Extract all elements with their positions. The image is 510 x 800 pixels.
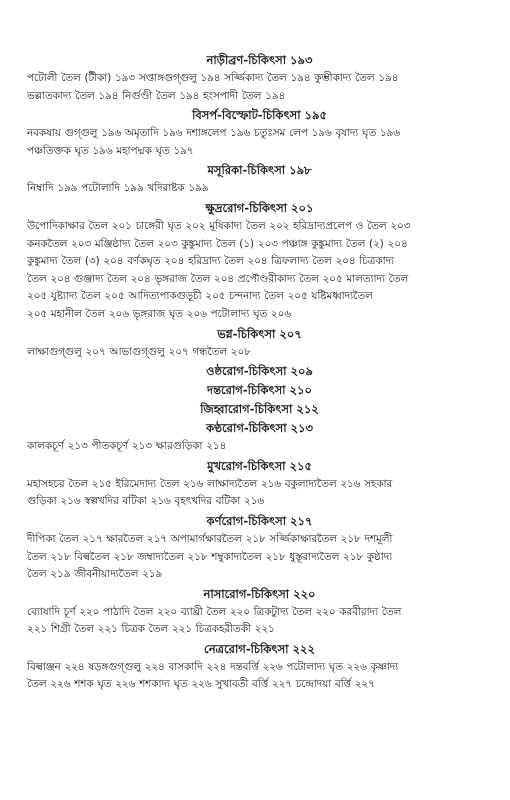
index-entry-line: বিল্বাঞ্জন ২২৪ ষড়ঙ্গগুগ্গুলু ২২৪ বাসকাদি ২২৪ দন্তবর্ত্তি ২২৬ পটোলাদ্য ঘৃত ২২৬ কৃষ্ণাদ্য: [27, 660, 399, 673]
index-entry-line: তৈল ২১৮ বিল্বতৈল ২১৮ জম্বাদ্যতৈল ২১৮ শম্বুকাদ্যতৈল ২১৮ ধুস্তূরাদ্যতৈল ২১৮ কুষ্ঠাদ্য: [27, 550, 393, 563]
index-section: [27, 326, 492, 362]
index-section: [27, 513, 492, 584]
index-section: [27, 162, 492, 198]
section-heading: নেত্ররোগ-চিকিৎসা ২২২: [204, 641, 315, 656]
section-heading: মুখরোগ-চিকিৎসা ২১৫: [207, 458, 312, 473]
section-heading: বিসর্প-বিস্ফোট-চিকিৎসা ১৯৫: [192, 108, 327, 123]
index-entry-line: পটোলী তৈল (টীকা) ১৯৩ সপ্তাঙ্গগুগ্গুলু ১৯৪ সর্জ্জিকাদ্য তৈল ১৯৪ কুম্ভীকাদ্য তৈল ১৯৪: [27, 72, 399, 84]
index-entry-line: মহাসহচর তৈল ২১৫ ইরিমেদাদ্য তৈল ২১৬ লাক্ষাদ্যতৈল ২১৬ বকুলাদ্যতৈল ২১৬ সহকার: [27, 477, 393, 490]
index-entry-line: ২০৫ মহানীল তৈল ২০৬ ভৃঙ্গরাজ ঘৃত ২০৬ পটোলাদ্য ঘৃত ২০৬: [27, 307, 292, 320]
index-section: [27, 586, 492, 639]
index-entry-line: ব্যোষাদি চূর্ণ ২২০ পাঠাদি তৈল ২২০ ব্যাঘ্রী তৈল ২২০ ত্রিকটুাদ্য তৈল ২২০ করবীরাদ্য তৈল: [27, 605, 402, 618]
index-entry-line: তৈল ২০৪ গুঞ্জাদ্য তৈল ২০৪ ভৃঙ্গরাজ তৈল ২০৪ প্রপৌণ্ডরীকাদ্য তৈল ২০৫ মালত্যাদ্য তৈল: [27, 272, 409, 285]
index-entry-line: গুড়িকা ২১৬ স্বল্পখদির বটিকা ২১৬ বৃহৎখদির বটিকা ২১৬: [27, 495, 265, 508]
index-entry-line: পঞ্চতিক্তক ঘৃত ১৯৬ মহাপদ্মক ঘৃত ১৯৭: [27, 144, 194, 157]
index-section: [27, 420, 492, 456]
index-entry-line: দীপিকা তৈল ২১৭ ক্ষারতৈল ২১৭ অপামার্গক্ষারতৈল ২১৮ সর্জ্জিকাক্ষারতৈল ২১৮ দশমূলী: [27, 532, 393, 545]
section-heading: ওষ্ঠরোগ-চিকিৎসা ২০৯: [206, 364, 313, 379]
index-section: [27, 52, 492, 105]
index-entry-line: লাক্ষাগুগ্গুলু ২০৭ আভাগুগ্গুলু ২০৭ গন্ধতৈল ২০৮: [27, 345, 251, 358]
index-entry-line: কালকচূর্ণ ২১৩ পীতকচূর্ণ ২১৩ ক্ষারগুড়িকা ২১৪: [27, 440, 227, 453]
index-entry-line: উপোদিকাক্ষার তৈল ২০১ চাঙ্গেরী ঘৃত ২০২ মূষিকাদ্য তৈল ২০২ হরিদ্রাদ্যপ্রলেপ ও তৈল ২০৩: [27, 219, 411, 232]
section-heading: কর্ণরোগ-চিকিৎসা ২১৭: [206, 513, 313, 528]
index-section: [27, 458, 492, 511]
section-heading: ভগ্ন-চিকিৎসা ২০৭: [217, 326, 302, 341]
index-entry-line: ভল্লাতকাদ্য তৈল ১৯৪ নির্গুণ্ডী তৈল ১৯৪ হংসপাদী তৈল ১৯৪: [27, 89, 286, 102]
index-entry-line: নিম্বাদি ১৯৯ পটোলাদি ১৯৯ খদিরাষ্টক ১৯৯: [27, 182, 209, 195]
section-heading: কণ্ঠরোগ-চিকিৎসা ২১৩: [206, 421, 313, 436]
section-heading: নাড়ীব্রণ-চিকিৎসা ১৯৩: [206, 53, 313, 67]
index-entry-line: ২২১ শিগ্রী তৈল ২২১ চিত্রক তৈল ২২১ চিত্রকহরীতকী ২২১: [27, 623, 275, 636]
index-entry-line: কনকতৈল ২০৩ মঞ্জিষ্ঠাদ্য তৈল ২০৩ কুঙ্কুমাদ্য তৈল (১) ২০৩ পঞ্চাঙ্গ কুঙ্কুমাদ্য তৈল (২) ২০৪: [27, 237, 408, 250]
index-section: [27, 107, 492, 160]
index-section: [27, 200, 492, 324]
index-entry-line: ২০৫ যুষ্ট্যাদ্য তৈল ২০৫ আদিত্যপাকগুড়ূচী ২০৫ চন্দনাদ্য তৈল ২০৫ যষ্টিমধ্বাদ্যতৈল: [27, 290, 373, 303]
index-section: [27, 401, 492, 418]
index-section: [27, 641, 492, 694]
index-section: [27, 382, 492, 399]
index-entry-line: কুঙ্কুমাদ্য তৈল (৩) ২০৪ বর্ণকঘৃত ২০৪ হরিদ্রাদ্য তৈল ২০৪ ত্রিফলাদ্য তৈল ২০৪ চিত্রকাদ্য: [27, 255, 394, 268]
section-heading: নাসারোগ-চিকিৎসা ২২০: [203, 586, 316, 601]
index-section: [27, 363, 492, 380]
section-heading: দন্তরোগ-চিকিৎসা ২১০: [207, 383, 312, 398]
section-heading: মসূরিকা-চিকিৎসা ১৯৮: [207, 163, 312, 178]
index-entry-line: তৈল ২২৬ শশক ঘৃত ২২৬ শশকাদ্য ঘৃত ২২৬ সুখাবতী বর্ত্তি ২২৭ চন্দ্রোদয়া বর্ত্তি ২২৭: [27, 678, 375, 691]
index-entry-line: নবকষায় গুগ্গুলু ১৯৬ অমৃতাদি ১৯৬ দশাঙ্গলেপ ১৯৬ চতুঃসম লেপ ১৯৬ বৃষাদ্য ঘৃত ১৯৬: [27, 127, 400, 140]
section-heading: ক্ষুদ্ররোগ-চিকিৎসা ২০১: [205, 200, 314, 215]
section-heading: জিহ্বারোগ-চিকিৎসা ২১২: [200, 402, 319, 417]
index-entry-line: তৈল ২১৯ জীবনীয়াদ্যতৈল ২১৯: [27, 568, 163, 581]
